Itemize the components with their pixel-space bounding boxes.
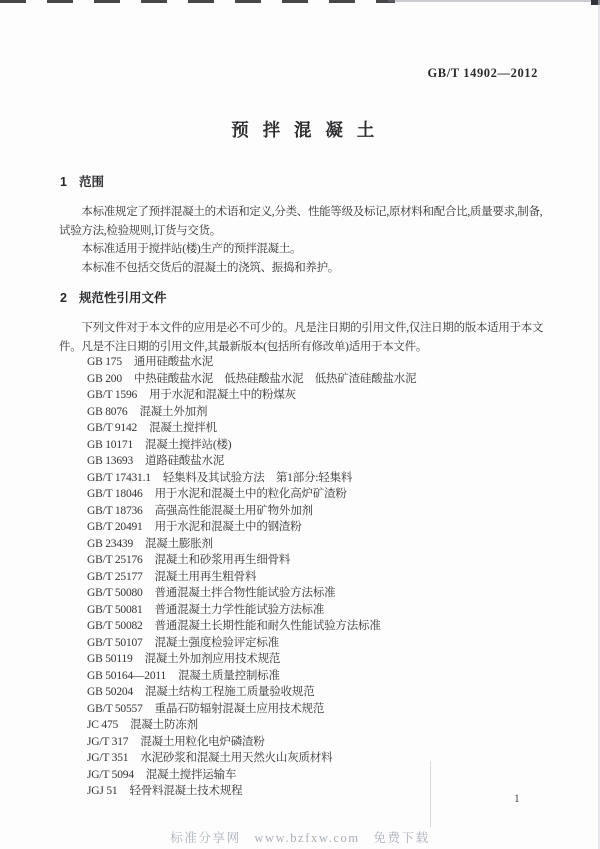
reference-title: 用于水泥和混凝土中的钢渣粉 (154, 521, 302, 533)
reference-code: GB/T 50081 (87, 603, 143, 616)
reference-title: 混凝土和砂浆用再生细骨料 (154, 554, 291, 566)
reference-item (87, 503, 547, 520)
reference-item (87, 486, 547, 503)
standard-number: GB/T 14902—2012 (427, 66, 538, 80)
reference-code: GB 10171 (87, 438, 134, 451)
reference-item (87, 717, 547, 734)
reference-title: 轻骨料混凝土技术规程 (129, 785, 243, 797)
document-title: 预 拌 混 凝 土 (231, 120, 379, 140)
reference-code: GB/T 50107 (87, 636, 143, 649)
reference-item (87, 783, 547, 800)
reference-item (87, 569, 547, 586)
reference-item (87, 651, 547, 668)
reference-title: 混凝土用粒化电炉磷渣粉 (140, 735, 265, 748)
section-2-title: 规范性引用文件 (78, 291, 167, 305)
reference-item (87, 684, 547, 701)
reference-title: 轻集料及其试验方法 第1部分:轻集料 (162, 471, 353, 484)
reference-item (87, 404, 547, 421)
reference-code: GB/T 25176 (87, 554, 143, 566)
reference-code: JC 475 (87, 719, 119, 731)
reference-code: GB 50164—2011 (87, 669, 167, 682)
reference-code: GB/T 50082 (87, 620, 143, 632)
body-text-line: 试验方法,检验规则,订货与交货。 (59, 224, 221, 237)
reference-code: GB 23439 (87, 537, 134, 550)
reference-title: 混凝土防冻剂 (130, 719, 198, 731)
reference-code: GB 200 (87, 372, 122, 385)
section-1-heading (60, 172, 104, 190)
reference-title: 中热硅酸盐水泥 低热硅酸盐水泥 低热矿渣硅酸盐水泥 (133, 372, 417, 385)
reference-item (87, 453, 547, 470)
reference-title: 普通混凝土力学性能试验方法标准 (154, 603, 325, 616)
scan-artifact-top-line (388, 0, 592, 2)
reference-code: GB/T 50557 (87, 702, 143, 715)
reference-title: 普通混凝土拌合物性能试验方法标准 (154, 587, 336, 599)
reference-code: GB/T 1596 (87, 389, 138, 401)
reference-item (87, 701, 547, 718)
reference-item (87, 519, 547, 536)
reference-code: JG/T 5094 (87, 768, 134, 781)
reference-item (87, 552, 547, 569)
reference-code: GB/T 50080 (87, 587, 143, 599)
reference-item (87, 750, 547, 767)
reference-code: GB/T 18046 (87, 488, 143, 500)
reference-item (87, 585, 547, 602)
body-text-line: 本标准规定了预拌混凝土的术语和定义,分类、性能等级及标记,原材料和配合比,质量要求,制备, (59, 206, 543, 218)
reference-list (87, 354, 547, 800)
reference-item (87, 371, 547, 388)
reference-title: 用于水泥和混凝土中的粉煤灰 (149, 389, 296, 401)
reference-code: GB/T 17431.1 (87, 471, 151, 484)
reference-item (87, 635, 547, 652)
section-1-title: 范围 (78, 175, 104, 189)
reference-item (87, 734, 547, 751)
scan-artifact-top-dashes (0, 0, 395, 3)
reference-title: 混凝土质量控制标准 (178, 669, 280, 682)
reference-code: GB 50119 (87, 653, 133, 665)
reference-code: JG/T 317 (87, 735, 129, 748)
reference-item (87, 767, 547, 784)
section-2-number: 2 (60, 291, 67, 305)
reference-code: GB 8076 (87, 405, 128, 418)
reference-title: 混凝土结构工程施工质量验收规范 (145, 686, 315, 698)
section-2-intro (59, 319, 543, 356)
reference-title: 道路硅酸盐水泥 (145, 455, 225, 467)
body-text-line: 件。凡是不注日期的引用文件,其最新版本(包括所有修改单)适用于本文件。 (59, 340, 428, 353)
reference-code: GB/T 20491 (87, 521, 143, 533)
reference-item (87, 536, 547, 553)
section-1-number: 1 (60, 175, 67, 189)
reference-item (87, 354, 547, 371)
reference-title: 混凝土外加剂 (139, 405, 208, 418)
reference-item (87, 437, 547, 454)
section-2-heading (60, 288, 166, 306)
reference-item (87, 602, 547, 619)
reference-code: GB 50204 (87, 686, 134, 698)
reference-title: 重晶石防辐射混凝土应用技术规范 (154, 702, 325, 715)
reference-title: 水泥砂浆和混凝土用天然火山灰质材料 (140, 752, 333, 764)
body-text-line: 下列文件对于本文件的应用是必不可少的。凡是注日期的引用文件,仅注日期的版本适用于本文 (59, 322, 544, 334)
reference-code: GB/T 25177 (87, 570, 143, 583)
page-number: 1 (514, 793, 520, 805)
reference-code: JG/T 351 (87, 752, 129, 764)
reference-title: 混凝土强度检验评定标准 (154, 636, 279, 649)
reference-item (87, 387, 547, 404)
reference-title: 混凝土用再生粗骨料 (154, 570, 257, 583)
reference-item (87, 420, 547, 437)
reference-title: 高强高性能混凝土用矿物外加剂 (154, 504, 313, 517)
body-text-line: 本标准适用于搅拌站(楼)生产的预拌混凝土。 (59, 243, 302, 256)
reference-title: 通用硅酸盐水泥 (133, 356, 214, 368)
reference-code: GB 175 (87, 356, 122, 368)
reference-code: GB/T 9142 (87, 422, 138, 434)
reference-code: JGJ 51 (87, 785, 118, 797)
reference-code: GB/T 18736 (87, 504, 143, 517)
reference-title: 混凝土搅拌机 (149, 422, 217, 434)
body-text-line: 本标准不包括交货后的混凝土的浇筑、振捣和养护。 (59, 261, 339, 274)
reference-title: 混凝土搅拌运输车 (145, 768, 237, 781)
watermark-text: 标准分享网 www.bzfxw.com 免费下载 (170, 831, 430, 845)
reference-title: 混凝土膨胀剂 (145, 537, 213, 550)
reference-title: 普通混凝土长期性能和耐久性能试验方法标准 (154, 620, 381, 632)
reference-title: 混凝土外加剂应用技术规范 (144, 653, 281, 665)
reference-title: 用于水泥和混凝土中的粒化高炉矿渣粉 (154, 488, 347, 500)
reference-item (87, 668, 547, 685)
reference-item (87, 618, 547, 635)
section-1-body (59, 203, 543, 277)
reference-item (87, 470, 547, 487)
reference-code: GB 13693 (87, 455, 134, 467)
reference-title: 混凝土搅拌站(楼) (145, 438, 232, 451)
